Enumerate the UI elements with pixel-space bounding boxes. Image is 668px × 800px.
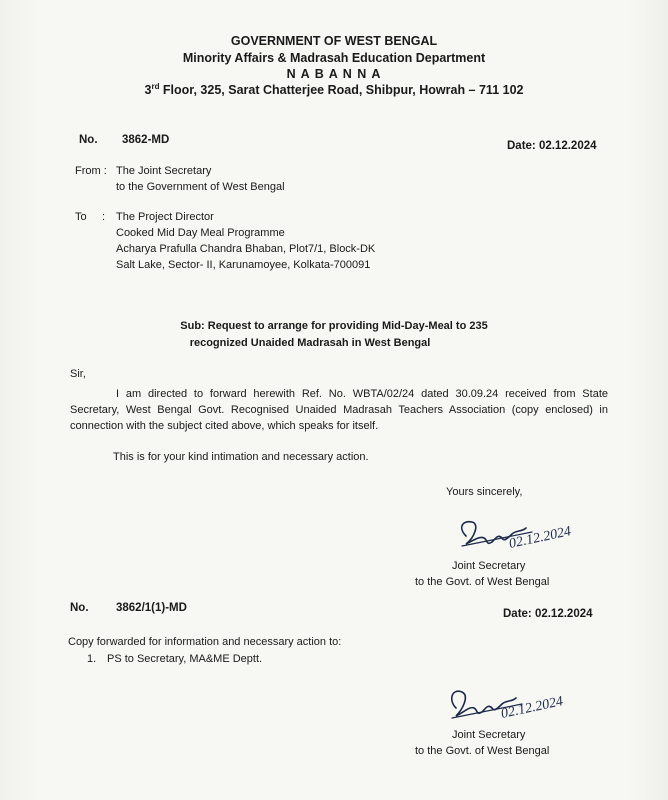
header-department: Minority Affairs & Madrasah Education Department — [182, 51, 486, 65]
signature-2 — [440, 668, 600, 730]
copy-item-1-text: PS to Secretary, MA&ME Deptt. — [107, 653, 263, 665]
header-nabanna: N A B A N N A — [286, 67, 382, 81]
signoff-title-1: Joint Secretary — [452, 560, 526, 572]
signature-1-date: 02.12.2024 — [507, 524, 573, 552]
memo2-number-label: No. — [70, 602, 89, 614]
to-colon: : — [102, 211, 106, 223]
to-line-1: The Project Director — [116, 211, 214, 223]
signature-2-date: 02.12.2024 — [499, 694, 565, 722]
subject-line-2: recognized Unaided Madrasah in West Bengal — [189, 337, 431, 349]
to-line-3: Acharya Prafulla Chandra Bhaban, Plot7/1, Block-DK — [116, 243, 376, 255]
header-floor-suffix: rd — [151, 81, 160, 91]
header-address — [0, 83, 668, 97]
memo2-number: 3862/1(1)-MD — [116, 602, 187, 614]
header-government: GOVERNMENT OF WEST BENGAL — [230, 34, 438, 48]
header-address-text: Floor, 325, Sarat Chatterjee Road, Shibpur, Howrah – 711 102 — [159, 83, 524, 97]
body-paragraph-2: This is for your kind intimation and necessary action. — [113, 451, 369, 463]
memo-date: Date: 02.12.2024 — [507, 140, 597, 152]
memo-number-label: No. — [79, 134, 98, 146]
subject-line-1: Sub: Request to arrange for providing Mid-Day-Meal to 235 — [180, 320, 488, 332]
to-label: To — [75, 211, 87, 223]
copy-intro: Copy forwarded for information and necessary action to: — [68, 636, 342, 648]
memo-number: 3862-MD — [122, 134, 170, 146]
signoff2-title-2: to the Govt. of West Bengal — [415, 745, 550, 757]
signoff-title-2: to the Govt. of West Bengal — [415, 576, 550, 588]
copy-item-1-number: 1. — [87, 653, 97, 665]
to-line-4: Salt Lake, Sector- II, Karunamoyee, Kolkata-700091 — [116, 259, 371, 271]
salutation: Sir, — [70, 368, 86, 380]
body-paragraph-1: I am directed to forward herewith Ref. No. WBTA/02/24 dated 30.09.24 received from State Secretary, West Bengal Govt. Recognised Unaided Madrasah Teachers Association (copy enclosed) in connection with the subject cited above, which speaks for itself. — [70, 388, 608, 432]
signoff2-title-1: Joint Secretary — [452, 729, 526, 741]
signature-1 — [452, 498, 612, 560]
memo2-date: Date: 02.12.2024 — [503, 608, 593, 620]
closing: Yours sincerely, — [446, 486, 523, 498]
header-floor-number: 3 — [144, 83, 152, 97]
from-line-2: to the Government of West Bengal — [116, 181, 285, 193]
from-label: From : — [75, 165, 107, 177]
to-line-2: Cooked Mid Day Meal Programme — [116, 227, 285, 239]
from-line-1: The Joint Secretary — [116, 165, 212, 177]
